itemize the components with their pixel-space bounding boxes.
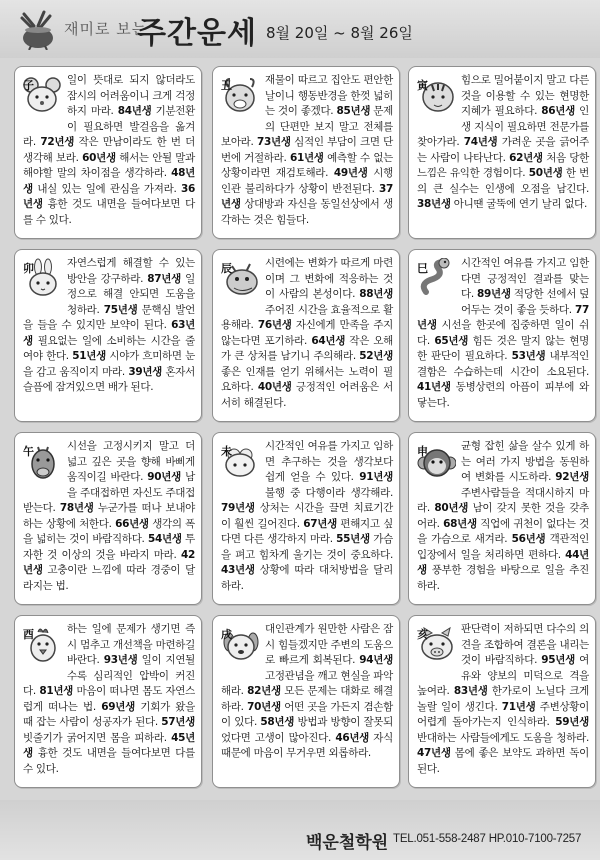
fortune-sentence: 문핵심 발언을 들을 수 있지만 보약이 된다.: [23, 303, 196, 331]
fortune-sentence: 남이 갖지 못한 것을 갖추어라.: [417, 502, 590, 530]
birth-year: 38년생: [417, 198, 451, 210]
fortune-card-horse: [14, 432, 202, 605]
dragon-icon: [220, 258, 260, 298]
birth-year: 44년생: [417, 548, 589, 576]
fortune-sentence: 누군가를 떠나 보내야 하는 상황에 처한다.: [23, 502, 196, 530]
fortune-sentence: 투자한 것 이상의 것을 바라지 마라.: [23, 533, 195, 561]
fortune-sentence: 시간적인 여유를 가지고 임한다면 긍정적인 결과를 맞는다.: [461, 257, 589, 300]
fortune-sentence: 기회가 왔을 때 잡는 사람이 성공자가 된다.: [23, 700, 195, 728]
fortune-sentence: 생각의 폭을 넓히는 것이 바람직하다.: [23, 517, 195, 545]
birth-year: 84년생: [117, 105, 152, 117]
zodiac-char: 亥: [417, 628, 428, 641]
fortune-sentence: 심적인 부담이 크면 단번에 거절하라.: [221, 136, 393, 164]
birth-year: 43년생: [221, 564, 255, 576]
ox-icon: [220, 75, 260, 115]
fortune-sentence: 방법과 방향이 잘못되었다면 고생이 많아진다.: [221, 716, 393, 744]
fortune-sentence: 주어진 시간을 효율적으로 활용해라.: [221, 303, 393, 331]
birth-year: 64년생: [311, 334, 346, 347]
fortune-sentence: 일정으로 해결 안되면 도움을 청하라.: [67, 272, 195, 316]
birth-year: 59년생: [555, 716, 589, 728]
fortune-sentence: 시선을 고정시키지 말고 더 넓고 깊은 곳을 향해 바삐게 움직이길 바란다.: [67, 440, 195, 483]
page-header: [0, 0, 600, 58]
fortune-sentence: 가슴을 펴고 힘차게 울기는 것이 중요하다.: [221, 533, 393, 561]
birth-year: 79년생: [221, 502, 255, 514]
birth-year: 92년생: [555, 471, 589, 483]
fortune-card-sheep: [212, 432, 400, 605]
fortune-sentence: 힘든 것은 말지 않는 현명한 판단이 필요하다.: [417, 334, 590, 362]
birth-year: 78년생: [59, 502, 94, 514]
fortune-sentence: 처음 당한 느낌은 유익한 경험이다.: [417, 151, 589, 179]
fortune-sentence: 시련에는 변화가 따르게 마련이며 그 변화에 적응하는 것이 사람의 본성이다.: [265, 257, 393, 300]
birth-year: 63년생: [23, 319, 195, 347]
birth-year: 46년생: [335, 731, 370, 744]
birth-year: 42년생: [23, 548, 195, 576]
fortune-sentence: 좋은 인재를 얻기 위해서는 노력이 필요하다.: [221, 365, 393, 393]
rat-icon: [22, 75, 62, 115]
birth-year: 37년생: [221, 182, 393, 210]
fortune-sentence: 문제의 단편만 보지 말고 전체를 보아라.: [221, 105, 393, 148]
birth-year: 39년생: [128, 365, 163, 378]
fortune-sentence: 하는 일에 문제가 생기면 즉시 멈추고 개선책을 마련하길 바란다.: [67, 623, 195, 666]
fortune-sentence: 내부적인 결함은 수습하는데 시간이 소요된다.: [417, 350, 589, 378]
fortune-sentence: 흉한 것도 내면을 들여다보면 다를 수 있다.: [23, 198, 195, 226]
fortune-card-pig: [408, 615, 596, 788]
page-footer: [0, 800, 600, 860]
fortune-sentence: 흉한 것도 내면을 들여다보면 다를 수 있다.: [23, 747, 195, 775]
fortune-sentence: 상처는 시간을 끌면 치료기간이 훨씬 길어진다.: [221, 502, 393, 530]
birth-year: 55년생: [336, 533, 370, 545]
fortune-sentence: 시간적인 여유를 가지고 임하면 추구하는 것을 생각보다 쉽게 얻을 수 있다.: [265, 440, 393, 483]
birth-year: 66년생: [115, 517, 149, 530]
birth-year: 93년생: [103, 654, 138, 666]
fortune-sentence: 내실 있는 일에 관심을 가져라.: [32, 182, 181, 195]
pig-icon: [416, 624, 456, 664]
zodiac-char: 午: [23, 445, 34, 458]
birth-year: 74년생: [463, 136, 498, 148]
fortune-sentence: 객관적인 입장에서 일을 처리하면 편하다.: [417, 533, 589, 561]
page-title: 주간운세: [137, 16, 257, 51]
birth-year: 94년생: [359, 654, 393, 666]
fortune-card-rabbit: [14, 249, 202, 422]
fortune-sentence: 반대하는 사람들에게도 도움을 청하라.: [417, 731, 589, 744]
fortune-card-rooster: [14, 615, 202, 788]
dog-icon: [220, 624, 260, 664]
birth-year: 41년생: [417, 381, 451, 393]
fortune-sentence: 시행인관 불리하다가 상황이 반전된다.: [221, 167, 393, 195]
fortune-sentence: 고정관념을 깨고 현실을 파악해라.: [221, 669, 393, 697]
fortune-sentence: 주변사람들을 적대시하지 마라.: [417, 486, 589, 514]
fortune-card-dragon: [212, 249, 400, 422]
fortune-sentence: 판단력이 저하되면 다수의 의견을 조합하여 결론을 내리는 것이 바람직하다.: [461, 623, 589, 666]
birth-year: 68년생: [443, 517, 477, 530]
fortune-card-dog: [212, 615, 400, 788]
fortune-sentence: 직업에 귀천이 없다는 것을 가슴으로 새겨라.: [417, 517, 589, 545]
birth-year: 76년생: [257, 319, 292, 331]
birth-year: 70년생: [247, 700, 281, 713]
fortune-pot-icon: [18, 8, 58, 50]
birth-year: 52년생: [359, 350, 393, 362]
fortune-sentence: 예측할 수 없는 상황이라면 재검토해라.: [221, 151, 393, 179]
fortune-sentence: 편해지고 싶다면 다른 생각하지 마라.: [221, 517, 393, 545]
fortune-sentence: 해서는 안될 말과 해야할 말의 차이점을 생각하라.: [23, 151, 195, 179]
birth-year: 53년생: [511, 350, 546, 362]
birth-year: 56년생: [511, 533, 546, 545]
birth-year: 91년생: [359, 471, 393, 483]
zodiac-char: 酉: [23, 628, 34, 641]
birth-year: 86년생: [541, 105, 575, 117]
birth-year: 81년생: [39, 685, 74, 697]
birth-year: 54년생: [148, 533, 182, 545]
fortune-sentence: 한가로이 노닐다 크게 놀랄 일이 생긴다.: [417, 685, 590, 713]
fortune-card-monkey: [408, 432, 596, 605]
horse-icon: [22, 441, 62, 481]
fortune-sentence: 자식 때문에 마음이 무거우면 외롭하라.: [221, 731, 393, 759]
birth-year: 58년생: [260, 716, 295, 728]
fortune-sentence: 상대방과 자신을 동일선상에서 생각하는 것은 힘들다.: [221, 198, 393, 226]
zodiac-char: 子: [23, 79, 34, 92]
zodiac-char: 辰: [221, 262, 232, 275]
zodiac-char: 丑: [221, 79, 232, 92]
fortune-sentence: 주변상황이 어렵게 돌아가는지 인식하라.: [417, 700, 589, 728]
fortune-sentence: 긍정적인 어려움은 서서히 해결된다.: [221, 381, 394, 409]
birth-year: 73년생: [257, 136, 291, 148]
fortune-card-snake: [408, 249, 596, 422]
fortune-sentence: 재물이 따르고 집안도 편안한 날이니 행동반경을 한껏 넓히는 것이 좋겠다.: [265, 74, 393, 117]
birth-year: 57년생: [161, 716, 195, 728]
birth-year: 80년생: [434, 502, 469, 514]
birth-year: 95년생: [541, 654, 575, 666]
zodiac-char: 寅: [417, 79, 428, 92]
birth-year: 50년생: [528, 167, 563, 179]
fortune-sentence: 몸에 좋은 보약도 과하면 독이 된다.: [417, 747, 589, 775]
birth-year: 40년생: [257, 381, 292, 393]
birth-year: 88년생: [359, 288, 393, 300]
contact-phones: TEL.051-558-2487 HP.010-7100-7257: [393, 833, 582, 845]
birth-year: 85년생: [336, 105, 371, 117]
fortune-sentence: 작은 오해가 큰 상처를 남기니 주의해라.: [221, 334, 394, 362]
birth-year: 69년생: [101, 700, 135, 713]
sheep-icon: [220, 441, 260, 481]
fortune-sentence: 힘으로 밀어붙이지 말고 다른 것을 이용할 수 있는 현명한 지혜가 필요하다.: [461, 74, 589, 117]
academy-name: 백운철학원: [306, 833, 389, 853]
fortune-sentence: 균형 잡힌 삶을 살수 있게 하는 여러 가지 방법을 동원하여 변화를 시도하라.: [461, 440, 589, 483]
birth-year: 82년생: [247, 685, 281, 697]
birth-year: 47년생: [417, 747, 451, 759]
birth-year: 48년생: [23, 167, 195, 195]
birth-year: 61년생: [289, 151, 324, 164]
zodiac-char: 巳: [417, 262, 428, 275]
fortune-sentence: 필요없는 일에 소비하는 시간을 줄여야 한다.: [23, 334, 195, 362]
fortune-sentence: 자연스럽게 해결할 수 있는 방안을 강구하라.: [67, 257, 195, 285]
fortune-sentence: 자신에게 만족을 주지 않는다면 포기하라.: [221, 319, 394, 347]
monkey-icon: [416, 441, 456, 481]
zodiac-char: 戌: [221, 628, 232, 641]
fortune-sentence: 인생 지식이 필요하면 전문가를 찾아가라.: [417, 105, 589, 148]
birth-year: 51년생: [72, 350, 106, 362]
fortune-sentence: 일이 지연될수록 심리적인 압박이 커진다.: [23, 654, 196, 697]
header-subtitle: 재미로 보는: [64, 20, 148, 38]
fortune-sentence: 어떤 곳을 가든지 겸손함이 있다.: [221, 700, 393, 728]
fortune-sentence: 남을 주대접하면 자신도 주대접받는다.: [23, 471, 195, 514]
fortune-sentence: 시야가 흐미하면 눈을 감고 움직이지 마라.: [23, 350, 195, 378]
birth-year: 45년생: [23, 731, 195, 759]
birth-year: 83년생: [453, 685, 488, 697]
fortune-sentence: 한 번의 큰 실수는 인생에 오점을 남긴다.: [417, 167, 589, 195]
fortune-sentence: 기분전환이 필요하면 발걸음을 옮겨라.: [23, 105, 195, 148]
fortune-sentence: 마음이 떠나면 몸도 자연스럽게 떠나는 법.: [23, 685, 195, 713]
fortune-sentence: 모든 문제는 대화로 해결하라.: [221, 685, 393, 713]
date-range: 8월 20일 ~ 8월 26일: [266, 24, 413, 42]
birth-year: 60년생: [82, 151, 116, 164]
fortune-sentence: 고충이란 느낌에 따라 경중이 달라지는 법.: [23, 564, 195, 592]
birth-year: 49년생: [333, 167, 368, 179]
snake-icon: [416, 258, 456, 298]
fortune-sentence: 일이 뜻대로 되지 않더라도 잠시의 어려움이니 크게 걱정하지 마라.: [67, 74, 195, 117]
fortune-card-ox: [212, 66, 400, 239]
fortune-sentence: 대인관계가 원만한 사람은 잠시 힘들겠지만 주변의 도움으로 빠르게 회복된다.: [265, 623, 393, 666]
zodiac-char: 申: [417, 445, 428, 458]
birth-year: 90년생: [147, 471, 181, 483]
birth-year: 87년생: [147, 272, 181, 285]
birth-year: 77년생: [417, 303, 589, 331]
birth-year: 71년생: [501, 700, 536, 713]
rabbit-icon: [22, 258, 62, 298]
tiger-icon: [416, 75, 456, 115]
fortune-card-rat: [14, 66, 202, 239]
fortune-sentence: 동병상련의 아픔이 피부에 와 닿는다.: [417, 381, 589, 409]
zodiac-char: 卯: [23, 262, 34, 275]
fortune-sentence: 작은 만남이라도 한 번 더 생각해 보라.: [23, 136, 196, 164]
birth-year: 67년생: [303, 517, 337, 530]
fortune-sentence: 빗줄기가 굵어지면 몸을 피하라.: [23, 731, 172, 744]
fortune-sentence: 시선을 한곳에 집중하면 일이 쉬다.: [417, 319, 589, 347]
birth-year: 65년생: [434, 334, 469, 347]
fortune-sentence: 상황에 따라 대처방법을 달리하라.: [221, 564, 393, 592]
fortune-sentence: 풍부한 경험을 바탕으로 일을 추진하라.: [417, 564, 589, 592]
fortune-sentence: 혼자서 슬픔에 잠겨있으면 배가 된다.: [23, 365, 195, 393]
birth-year: 89년생: [477, 288, 511, 300]
fortune-grid: [8, 60, 594, 800]
birth-year: 75년생: [103, 303, 138, 316]
birth-year: 36년생: [23, 182, 195, 210]
fortune-sentence: 불행 중 다행이라 생각해라.: [265, 486, 393, 499]
fortune-sentence: 적당한 선에서 덮어두는 것이 좋을 듯하다.: [461, 288, 590, 316]
zodiac-char: 未: [221, 445, 232, 458]
fortune-sentence: 아니땐 굴뚝에 연기 날리 없다.: [450, 198, 588, 210]
fortune-sentence: 가려운 곳을 긁어주는 사람이 나타난다.: [417, 136, 590, 164]
birth-year: 72년생: [40, 136, 75, 148]
fortune-sentence: 여유와 양보의 미덕으로 격을 높여라.: [417, 654, 589, 697]
rooster-icon: [22, 624, 62, 664]
birth-year: 62년생: [509, 151, 543, 164]
fortune-card-tiger: [408, 66, 596, 239]
